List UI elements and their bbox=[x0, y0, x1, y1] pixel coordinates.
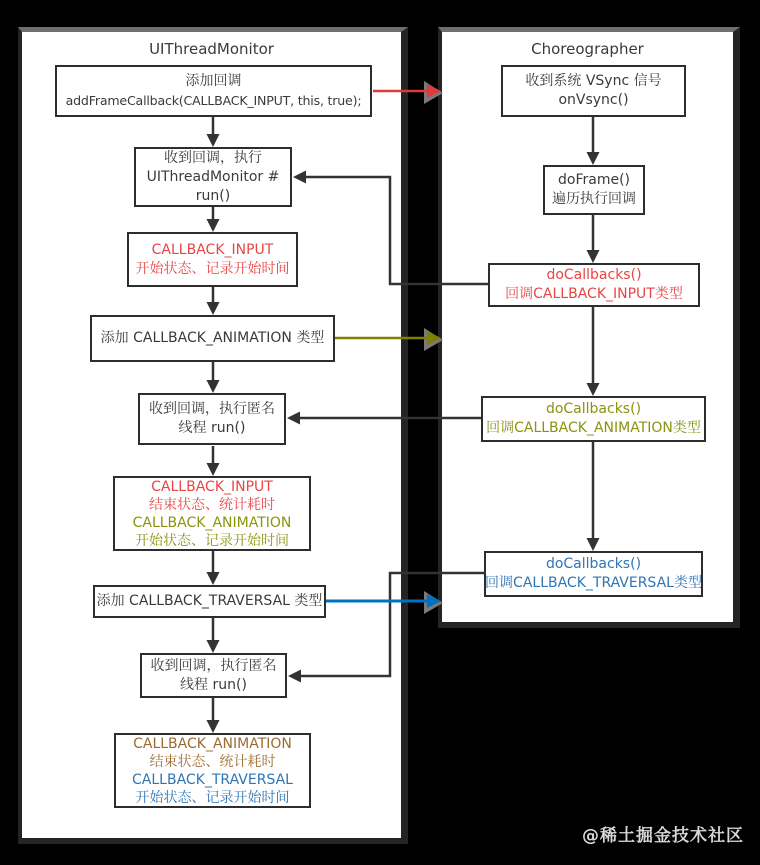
node-onvsync: 收到系统 VSync 信号 onVsync() bbox=[501, 65, 686, 117]
node-anon-run-2: 收到回调，执行匿名 线程 run() bbox=[140, 653, 287, 698]
node-add-frame-callback: 添加回调 addFrameCallback(CALLBACK_INPUT, this, true); bbox=[55, 65, 372, 117]
node-input-end-animation-begin: CALLBACK_INPUT 结束状态、统计耗时 CALLBACK_ANIMATION 开始状态、记录开始时间 bbox=[113, 476, 311, 551]
node-anon-run-1: 收到回调，执行匿名 线程 run() bbox=[138, 393, 286, 445]
choreographer-panel-title: Choreographer bbox=[531, 40, 644, 58]
watermark: @稀土掘金技术社区 bbox=[582, 826, 744, 846]
node-run-uithreadmonitor: 收到回调，执行 UIThreadMonitor # run() bbox=[134, 147, 292, 207]
node-input-begin: CALLBACK_INPUT 开始状态、记录开始时间 bbox=[127, 232, 298, 287]
node-animation-end-traversal-begin: CALLBACK_ANIMATION 结束状态、统计耗时 CALLBACK_TRAVERSAL 开始状态、记录开始时间 bbox=[114, 733, 311, 808]
uithreadmonitor-panel-title: UIThreadMonitor bbox=[149, 40, 274, 58]
node-doframe: doFrame() 遍历执行回调 bbox=[543, 165, 645, 215]
node-add-animation: 添加 CALLBACK_ANIMATION 类型 bbox=[90, 315, 335, 362]
node-docallbacks-animation: doCallbacks() 回调CALLBACK_ANIMATION类型 bbox=[481, 396, 706, 442]
choreographer-panel bbox=[438, 27, 740, 628]
node-docallbacks-input: doCallbacks() 回调CALLBACK_INPUT类型 bbox=[488, 263, 700, 307]
node-add-traversal: 添加 CALLBACK_TRAVERSAL 类型 bbox=[93, 585, 326, 618]
node-docallbacks-traversal: doCallbacks() 回调CALLBACK_TRAVERSAL类型 bbox=[484, 551, 703, 597]
